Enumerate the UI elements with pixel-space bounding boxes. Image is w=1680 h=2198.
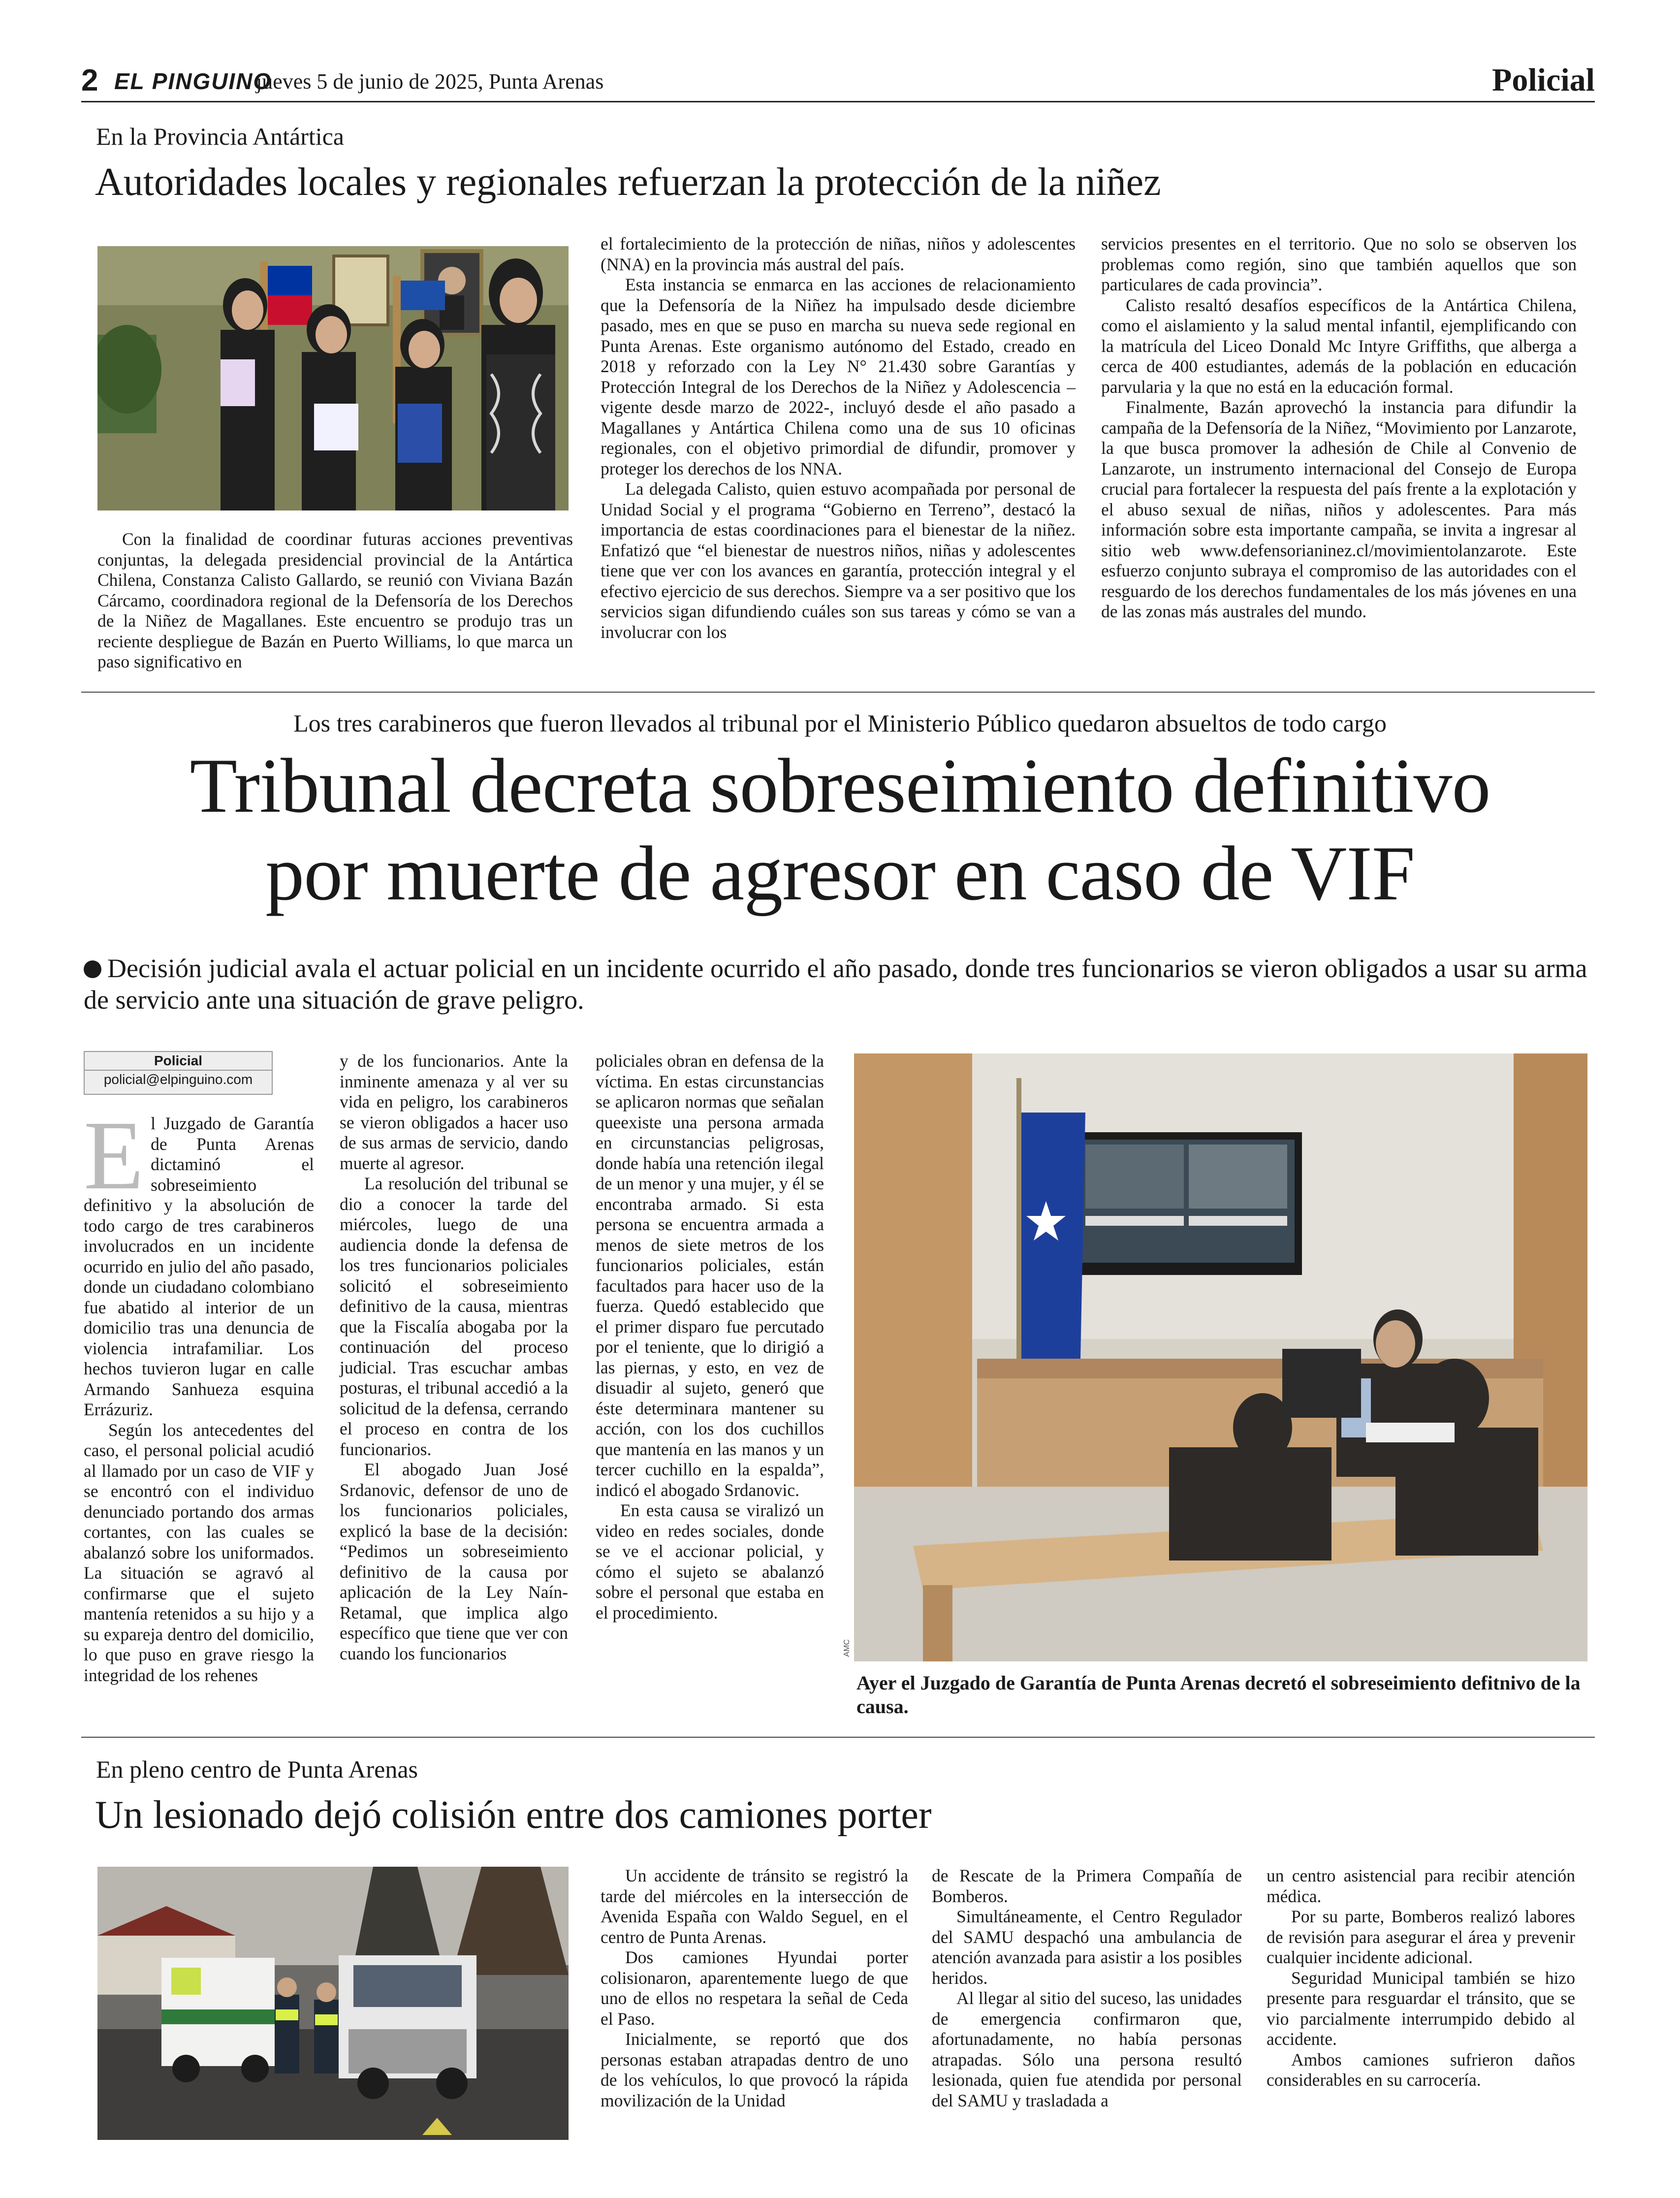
story-separator xyxy=(81,1737,1595,1738)
story3-headline: Un lesionado dejó colisión entre dos camiones porter xyxy=(95,1793,932,1837)
section-title: Policial xyxy=(1492,62,1595,98)
photo-credit: AMC xyxy=(843,1639,851,1657)
meeting-photo-illustration xyxy=(97,246,569,510)
story3-col1-paragraph: Dos camiones Hyundai porter colisionaron, aparentemente luego de que uno de ellos no respetara la señal de Ceda el Paso. xyxy=(601,1947,908,2029)
byline-email[interactable]: policial@elpinguino.com xyxy=(103,1072,253,1087)
byline-section: Policial xyxy=(85,1052,272,1071)
story1-col3-paragraph: Finalmente, Bazán aprovechó la instancia para difundir la campaña de la Defensoría de la Niñez, “Movimiento por Lanzarote, la que busca promover la adhesión de Chile al Convenio de Lanzarote, un instrumento internacional del Consejo de Europa crucial para fortalecer la respuesta del país frente a la explotación y el abuso sexual de niñas, niños y adolescentes. Para más información sobre esta importante campaña, se invita a ingresar al sitio web www.defensorianinez.cl/movimientolanzarote. Este esfuerzo conjunto subraya el compromiso de las autoridades con el resguardo de los derechos fundamentales de los más jóvenes en una de las zonas más australes del mundo. xyxy=(1101,397,1577,621)
story1-kicker: En la Provincia Antártica xyxy=(96,123,345,150)
story2-column-1 xyxy=(84,1101,314,1686)
story1-column-1 xyxy=(97,529,573,672)
story2-col2-paragraph: La resolución del tribunal se dio a conocer la tarde del miércoles, luego de una audiencia donde la defensa de los tres funcionarios policiales solicitó el sobreseimiento definitivo de la causa, mientras que la Fiscalía abogaba por la continuación del proceso judicial. Tras escuchar ambas posturas, el tribunal accedió a la solicitud de la defensa, cerrando el proceso en contra de los funcionarios. xyxy=(340,1174,568,1459)
story2-headline xyxy=(0,742,1680,918)
story1-col2-paragraph: La delegada Calisto, quien estuvo acompañada por personal de Unidad Social y el programa “Gobierno en Terreno”, destacó la importancia de estas coordinaciones para el bienestar de la niñez. Enfatizó que “el bienestar de nuestros niños, niñas y adolescentes tiene que ver con los avances en garantía, protección integral y el efectivo ejercicio de sus derechos. Siempre va a ser positivo que los servicios sigan difundiendo cuáles son sus tareas y cómo se van a involucrar con los xyxy=(601,479,1076,642)
story2-col1-paragraph: Según los antecedentes del caso, el personal policial acudió al llamado por un caso de VIF y se encontró con el individuo denunciado portando dos armas cortantes, con las cuales se abalanzó sobre los uniformados. La situación se agravó al confirmarse que el sujeto mantenía retenidos a su hijo y a su expareja dentro del domicilio, lo que puso en grave riesgo la integridad de los rehenes xyxy=(84,1420,314,1685)
story3-col2-paragraph: Simultáneamente, el Centro Regulador del SAMU despachó una ambulancia de atención avanzada para asistir a los posibles heridos. xyxy=(932,1907,1242,1988)
story2-column-3 xyxy=(596,1051,824,1623)
story3-col3-paragraph: Ambos camiones sufrieron daños considerables en su carrocería. xyxy=(1267,2049,1575,2090)
story1-col3-paragraph: servicios presentes en el territorio. Que no solo se observen los problemas como región, sino que también aquellos que son particulares de cada provincia”. xyxy=(1101,234,1577,294)
story1-column-3 xyxy=(1101,234,1577,622)
bullet-icon xyxy=(84,960,101,978)
story2-photo-caption: Ayer el Juzgado de Garantía de Punta Arenas decretó el sobreseimiento defitnivo de la causa. xyxy=(856,1672,1581,1718)
drop-cap: E xyxy=(84,1101,144,1210)
header-rule xyxy=(81,101,1595,102)
story1-col1-paragraph: Con la finalidad de coordinar futuras acciones preventivas conjuntas, la delegada presidencial provincial de la Antártica Chilena, Constanza Calisto Gallardo, se reunió con Viviana Bazán Cárcamo, coordinadora regional de la Defensoría de los Derechos de la Niñez de Magallanes. Este encuentro se produjo tras un reciente despliegue de Bazán en Puerto Williams, lo que marca un paso significativo en xyxy=(97,529,573,671)
story3-col1-paragraph: Un accidente de tránsito se registró la tarde del miércoles en la intersección de Avenida España con Waldo Seguel, en el centro de Punta Arenas. xyxy=(601,1866,908,1947)
story3-col3-paragraph: Seguridad Municipal también se hizo presente para resguardar el tránsito, que se vio parcialmente interrumpido debido al accidente. xyxy=(1267,1968,1575,2049)
courtroom-photo-illustration xyxy=(854,1053,1587,1661)
story2-deck xyxy=(84,953,1590,1016)
story1-column-2 xyxy=(601,234,1076,642)
story2-col3-paragraph: policiales obran en defensa de la víctima. En estas circunstancias se aplicaron normas que señalan queexiste una persona armada en circunstancias peligrosas, donde había una retención ilegal de un menor y una mujer, y él se encontraba armado. Si esta persona se encuentra armada a menos de siete metros de los funcionarios policiales, están facultados para hacer uso de la fuerza. Quedó establecido que el primer disparo fue percutado por el teniente, que lo dirigió a las piernas, y esto, en vez de disuadir al sujeto, generó que éste determinara mantener su acción, con los dos cuchillos que mantenía en las manos y un tercer cuchillo en la espalda”, indicó el abogado Srdanovic. xyxy=(596,1051,824,1500)
story2-deck-text: Decisión judicial avala el actuar policial en un incidente ocurrido el año pasado, donde tres funcionarios se vieron obligados a usar su arma de servicio ante una situación de grave peligro. xyxy=(84,954,1587,1015)
story2-headline-line-1: Tribunal decreta sobreseimiento definitivo xyxy=(190,743,1490,829)
story1-headline: Autoridades locales y regionales refuerzan la protección de la niñez xyxy=(95,160,1161,204)
story3-col2-paragraph: Al llegar al sitio del suceso, las unidades de emergencia confirmaron que, afortunadamente, no había personas atrapadas. Sólo una persona resultó lesionada, quien fue atendida por personal del SAMU y trasladada a xyxy=(932,1988,1242,2110)
byline-box xyxy=(84,1051,273,1095)
story2-col1-paragraph: l Juzgado de Garantía de Punta Arenas dictaminó el sobreseimiento definitivo y la absolución de todo cargo de tres carabineros involucrados en un incidente ocurrido en julio del año pasado, donde un ciudadano colombiano fue abatido al interior de un domicilio tras una denuncia de violencia intrafamiliar. Los hechos tuvieron lugar en calle Armando Sanhueza esquina Errázuriz. xyxy=(84,1114,314,1419)
masthead-logo: EL PINGUINO xyxy=(114,68,272,94)
story2-col3-paragraph: En esta causa se viralizó un video en redes sociales, donde se ve el accionar policial, y cómo el sujeto se abalanzó sobre el personal que estaba en el procedimiento. xyxy=(596,1500,824,1623)
story3-column-3 xyxy=(1267,1866,1575,2091)
story3-col1-paragraph: Inicialmente, se reportó que dos personas estaban atrapadas dentro de uno de los vehículos, lo que provocó la rápida movilización de la Unidad xyxy=(601,2029,908,2110)
story3-col3-paragraph: un centro asistencial para recibir atención médica. xyxy=(1267,1866,1575,1906)
story1-photo xyxy=(97,246,569,510)
collision-photo-illustration xyxy=(97,1867,569,2140)
story1-col3-paragraph: Calisto resaltó desafíos específicos de la Antártica Chilena, como el aislamiento y la salud mental infantil, ejemplificando con la matrícula del Liceo Donald Mc Intyre Griffiths, que alberga a cerca de 400 estudiantes, además de la población en educación parvularia y la que no está en la educación formal. xyxy=(1101,295,1577,397)
story2-column-2 xyxy=(340,1051,568,1664)
story2-kicker: Los tres carabineros que fueron llevados al tribunal por el Ministerio Público quedaron absueltos de todo cargo xyxy=(293,709,1387,737)
story1-col2-paragraph: Esta instancia se enmarca en las acciones de relacionamiento que la Defensoría de la Niñez ha impulsado desde diciembre pasado, mes en que se puso en marcha su nueva sede regional en Punta Arenas. Este organismo autónomo del Estado, creado en 2018 y reforzado con la Ley N° 21.430 sobre Garantías y Protección Integral de los Derechos de la Niñez y Adolescencia –vigente desde marzo de 2022-, incluyó desde el año pasado a Magallanes y Antártica Chilena como una de sus 10 oficinas regionales, con el objetivo primordial de difundir, promover y proteger los derechos de los NNA. xyxy=(601,275,1076,478)
dateline: jueves 5 de junio de 2025, Punta Arenas xyxy=(256,69,604,94)
story3-kicker: En pleno centro de Punta Arenas xyxy=(96,1755,418,1783)
story3-column-1 xyxy=(601,1866,908,2111)
story2-photo xyxy=(854,1053,1587,1661)
story3-photo xyxy=(97,1867,569,2140)
story2-headline-line-2: por muerte de agresor en caso de VIF xyxy=(265,830,1415,917)
story3-column-2 xyxy=(932,1866,1242,2111)
story-separator xyxy=(81,692,1595,693)
story3-col2-paragraph: de Rescate de la Primera Compañía de Bomberos. xyxy=(932,1866,1242,1906)
page-number: 2 xyxy=(81,64,98,97)
story2-col2-paragraph: y de los funcionarios. Ante la inminente amenaza y al ver su vida en peligro, los carabineros se vieron obligados a hacer uso de sus armas de servicio, dando muerte al agresor. xyxy=(340,1051,568,1173)
story3-col3-paragraph: Por su parte, Bomberos realizó labores de revisión para asegurar el área y prevenir cualquier incidente adicional. xyxy=(1267,1907,1575,1967)
story1-col2-paragraph: el fortalecimiento de la protección de niñas, niños y adolescentes (NNA) en la provincia más austral del país. xyxy=(601,234,1076,274)
story2-col2-paragraph: El abogado Juan José Srdanovic, defensor de uno de los funcionarios policiales, explicó la base de la decisión: “Pedimos un sobreseimiento definitivo de la causa por aplicación de la Ley Naín-Retamal, que implica algo específico que tiene que ver con cuando los funcionarios xyxy=(340,1460,568,1663)
